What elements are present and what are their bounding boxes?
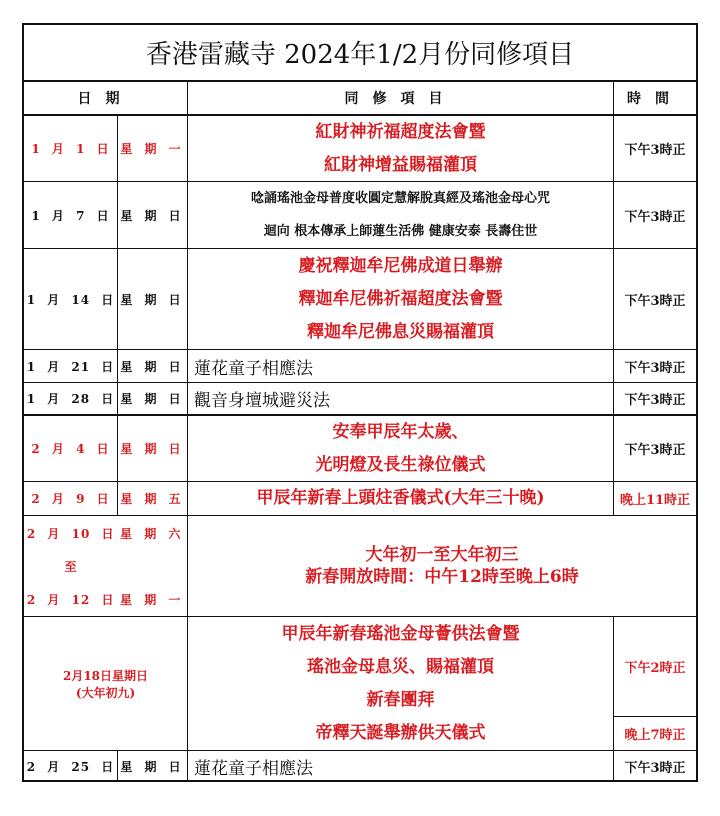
- event-line: 紅財神祈福超度法會暨: [315, 121, 486, 142]
- row-event: [188, 516, 696, 617]
- row-time: 下午3時正: [614, 416, 696, 482]
- event-line: 瑤池金母息災、賜福灌頂: [307, 656, 494, 677]
- row-time: 下午3時正: [614, 116, 696, 182]
- event-line: 釋迦牟尼佛祈福超度法會暨: [298, 288, 503, 309]
- event-line: 光明燈及長生祿位儀式: [315, 454, 486, 475]
- row-weekday: 星 期 日: [118, 751, 188, 782]
- row-event: [188, 116, 614, 182]
- row-date: 2 月 25 日: [24, 751, 118, 782]
- row-event: [188, 416, 614, 482]
- page-title: 香港雷藏寺 2024年1/2月份同修項目: [24, 25, 696, 82]
- header-time: 時間: [614, 82, 696, 116]
- row-event: [188, 182, 614, 249]
- row-date: 2 月 12 日: [26, 592, 115, 607]
- row-weekday: 星 期 一: [120, 592, 185, 607]
- row-time: 下午3時正: [614, 249, 696, 350]
- row-weekday: 星 期 六: [120, 526, 185, 541]
- event-line: 安奉甲辰年太歲、: [332, 421, 469, 442]
- row-time: 下午3時正: [614, 383, 696, 416]
- event-line: 迴向 根本傳承上師蓮生活佛 健康安泰 長壽住世: [263, 224, 538, 239]
- event-line: 紅財神增益賜福灌頂: [324, 154, 477, 175]
- row-date: 1 月 21 日: [24, 350, 118, 383]
- event-line: 帝釋天誕舉辦供天儀式: [315, 722, 486, 743]
- row-date: 1 月 7 日: [24, 182, 118, 249]
- row-event: [188, 249, 614, 350]
- event-line: 唸誦瑤池金母普度收圓定慧解脫真經及瑤池金母心咒: [250, 191, 550, 206]
- row-date: 2 月 9 日: [24, 482, 118, 516]
- event-line: 慶祝釋迦牟尼佛成道日舉辦: [298, 255, 503, 276]
- row-date: 1 月 28 日: [24, 383, 118, 416]
- range-end: [24, 583, 187, 616]
- row-weekday: 星 期 日: [118, 416, 188, 482]
- row-date-range: [24, 516, 188, 617]
- row-event: 蓮花童子相應法: [188, 350, 614, 383]
- event-line: 大年初一至大年初三: [365, 545, 519, 565]
- header-event: 同修項目: [188, 82, 614, 116]
- row-date: 1 月 14 日: [24, 249, 118, 350]
- row-date: [24, 617, 188, 751]
- row-weekday: 星 期 日: [118, 249, 188, 350]
- row-event: 甲辰年新春上頭炷香儀式(大年三十晚): [188, 482, 614, 516]
- row-time: 下午3時正: [614, 350, 696, 383]
- event-line: 新春開放時間：中午12時至晚上6時: [305, 567, 579, 587]
- row-time: 下午3時正: [614, 182, 696, 249]
- row-time: 下午3時正: [624, 761, 686, 776]
- row-event: 觀音身壇城避災法: [188, 383, 614, 416]
- header-date: 日期: [24, 82, 188, 116]
- row-time: 晚上11時正: [614, 482, 696, 516]
- row-weekday: 星 期 五: [118, 482, 188, 516]
- row-date: 2 月 4 日: [24, 416, 118, 482]
- row-weekday: 星 期 日: [118, 182, 188, 249]
- row-time-2: 晚上7時正: [614, 717, 696, 751]
- event-line: 釋迦牟尼佛息災賜福灌頂: [307, 321, 494, 342]
- row-weekday: 星 期 日: [118, 383, 188, 416]
- row-date-note: (大年初九): [75, 685, 136, 700]
- row-date-text: 2月18日星期日: [62, 668, 149, 683]
- range-start: [24, 517, 187, 550]
- event-line: 甲辰年新春瑤池金母薈供法會暨: [281, 623, 520, 644]
- row-weekday: 星 期 日: [118, 350, 188, 383]
- row-event: [188, 617, 614, 751]
- schedule-sheet: [22, 23, 698, 782]
- row-date: 1 月 1 日: [24, 116, 118, 182]
- row-date: 2 月 10 日: [26, 526, 115, 541]
- range-to: 至: [64, 559, 78, 574]
- event-line: 新春團拜: [366, 689, 435, 710]
- row-time: 下午2時正: [614, 617, 696, 717]
- row-event: 蓮花童子相應法: [188, 751, 614, 782]
- row-weekday: 星 期 一: [118, 116, 188, 182]
